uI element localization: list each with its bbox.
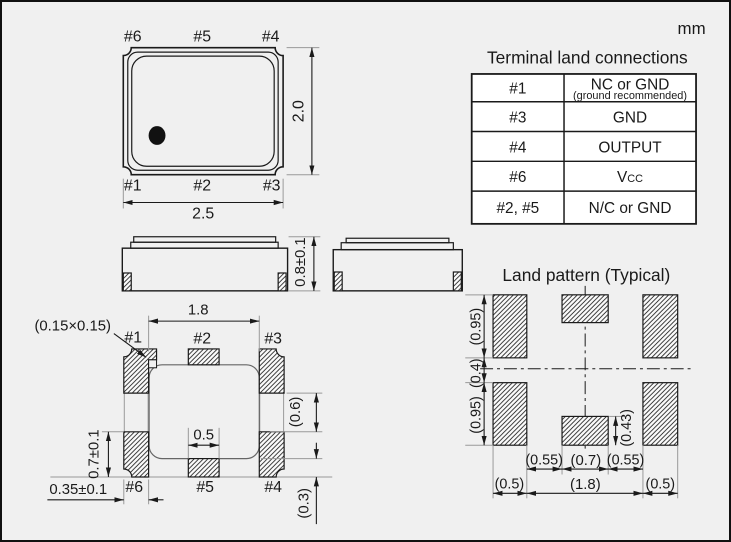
drawing-svg — [2, 2, 729, 540]
pin-label: #5 — [193, 28, 212, 46]
dim-center-pad-length — [609, 409, 635, 447]
dim-terminal-width-0_35 — [47, 479, 163, 504]
land-pattern — [465, 265, 692, 498]
package-outline — [123, 48, 283, 175]
dim-text: (0.4) — [468, 358, 485, 389]
dim-text: 2.5 — [192, 205, 215, 223]
table-cell-pin: #2, #5 — [496, 199, 540, 217]
terminal-5-pad — [188, 459, 219, 477]
table-title: Terminal land connections — [486, 47, 688, 68]
table-cell-connection: VCC — [617, 169, 644, 187]
land-pattern-title: Land pattern (Typical) — [502, 264, 671, 285]
terminal-pad — [334, 272, 342, 291]
dim-pad-length-top — [465, 295, 493, 445]
lid-step — [131, 242, 278, 248]
land-pad — [493, 383, 527, 446]
pin-label: #6 — [123, 28, 142, 46]
dim-text: 0.5 — [193, 427, 215, 444]
dim-text: (0.95) — [468, 396, 485, 434]
cavity-outline — [149, 365, 259, 459]
side-view-end — [333, 238, 462, 291]
land-pad — [493, 295, 527, 358]
unit-label: mm — [677, 18, 706, 38]
pin-label: #3 — [264, 330, 283, 348]
table-cell-pin: #4 — [509, 139, 527, 157]
lid-seam-inner — [132, 56, 274, 166]
package-body — [333, 250, 462, 291]
table-cell-pin: #1 — [509, 80, 527, 98]
land-pad — [643, 295, 678, 358]
land-pad — [562, 295, 608, 323]
table-cell-connection: N/C or GND — [588, 199, 672, 217]
dim-text: 0.8±0.1 — [292, 237, 309, 287]
dim-terminal-length-0_7 — [86, 429, 123, 479]
pin-label: #1 — [124, 329, 143, 347]
dim-row-gaps — [525, 445, 644, 474]
table-cell-connection: GND — [612, 109, 648, 127]
dim-text: 0.35±0.1 — [49, 481, 108, 498]
pin-label: #4 — [264, 478, 283, 496]
pin1-index-dot — [149, 126, 166, 145]
dim-side-gap-0_6 — [270, 393, 323, 432]
dim-text: (0.5) — [494, 476, 525, 493]
table-cell-connection: NC or GND — [590, 76, 670, 94]
dim-text: (0.5) — [645, 476, 676, 493]
terminal-6-pad — [124, 432, 149, 477]
dim-text: 1.8 — [187, 302, 209, 319]
dim-text: 2.0 — [290, 100, 308, 123]
pin-label: #3 — [262, 177, 281, 195]
side-view-front — [122, 237, 287, 291]
terminal-3-pad — [259, 349, 284, 393]
dim-center-pad-width-0_5 — [188, 428, 219, 459]
dim-text: (0.95) — [468, 307, 485, 346]
pin1-index-notch — [149, 360, 157, 368]
pin-label: #5 — [196, 478, 215, 496]
dim-text: (0.55) — [525, 452, 563, 469]
pin-label: #6 — [125, 478, 144, 496]
terminal-pad — [278, 273, 286, 291]
terminal-land-connections — [472, 48, 696, 224]
lid-seam-outer — [128, 52, 278, 170]
dim-height-2_0 — [287, 48, 320, 175]
pin-label: #4 — [261, 28, 280, 46]
lid-step — [341, 243, 453, 250]
dim-text: 0.7±0.1 — [86, 429, 103, 479]
dim-text: (0.7) — [570, 453, 602, 470]
pin-label: #2 — [193, 177, 212, 195]
terminal-4-pad — [259, 432, 284, 477]
pin-label: #2 — [193, 330, 212, 348]
dim-text: (0.55) — [606, 452, 645, 469]
lid-top — [134, 237, 276, 242]
bottom-view — [34, 303, 332, 524]
dim-text: (0.15×0.15) — [34, 318, 111, 335]
terminal-pad — [123, 273, 131, 291]
table-cell-note: (ground recommended) — [573, 89, 688, 102]
pin-label: #1 — [123, 177, 142, 195]
top-view — [123, 29, 319, 223]
table-cell-connection: OUTPUT — [598, 139, 662, 157]
dim-thickness-0_8 — [289, 237, 321, 291]
package-body — [122, 248, 287, 291]
dim-text: (0.6) — [287, 396, 304, 428]
terminal-2-pad — [188, 349, 219, 365]
terminal-pad — [453, 272, 461, 291]
table-cell-pin: #6 — [509, 169, 527, 187]
dim-text: (0.43) — [619, 409, 636, 447]
land-pad — [643, 383, 678, 446]
dim-text: (1.8) — [570, 476, 601, 493]
land-pad — [562, 416, 608, 445]
table-cell-pin: #3 — [509, 109, 527, 127]
dim-text: (0.3) — [296, 487, 313, 519]
lid-top — [346, 238, 449, 242]
